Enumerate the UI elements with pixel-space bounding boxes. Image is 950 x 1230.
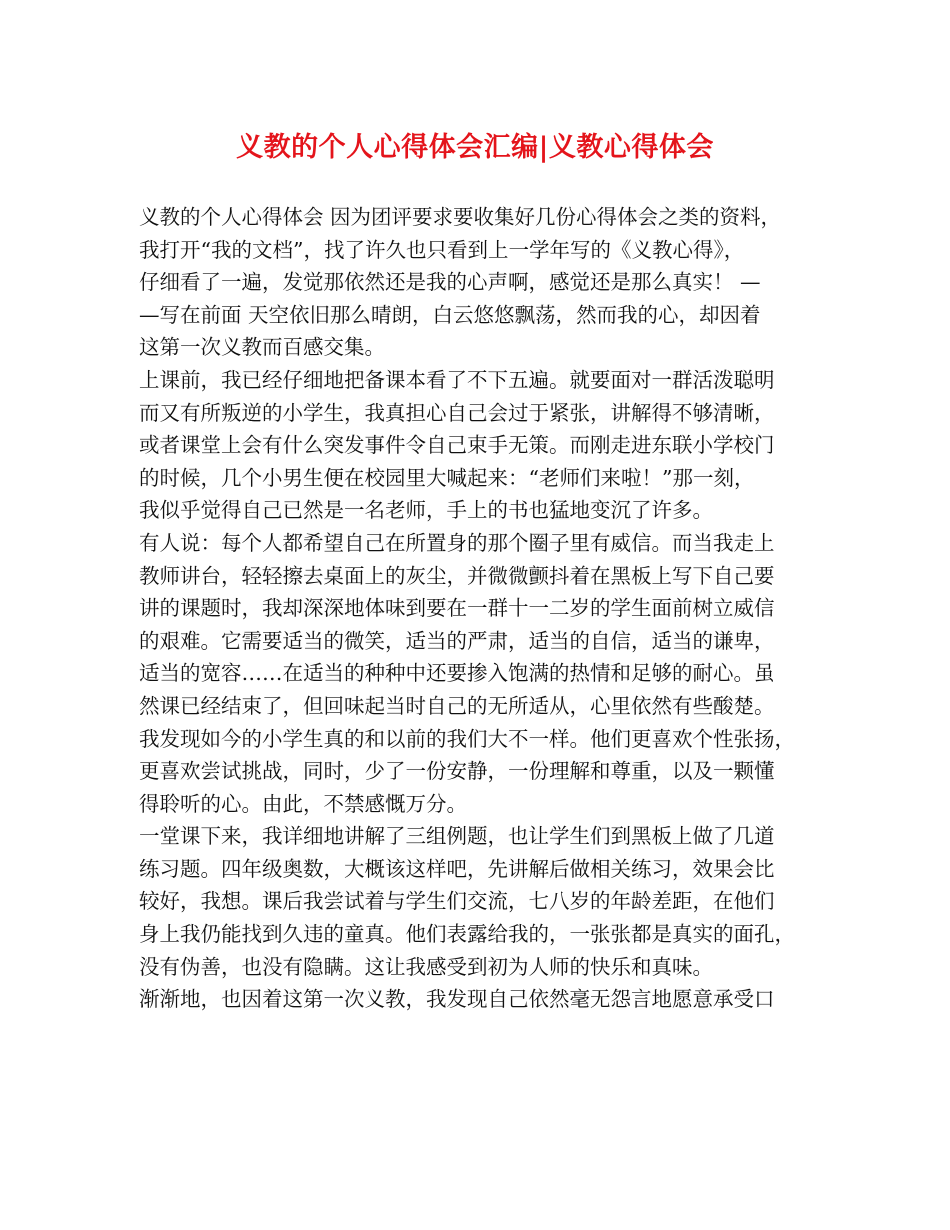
paragraph-line: 我似乎觉得自己已然是一名老师，手上的书也猛地变沉了许多。 (139, 498, 713, 523)
paragraph-line: 没有伪善，也没有隐瞒。这让我感受到初为人师的快乐和真味。 (139, 954, 713, 979)
paragraph-line: 上课前，我已经仔细地把备课本看了不下五遍。就要面对一群活泼聪明 (139, 367, 775, 392)
paragraph-line: 我打开“我的文档”，找了许久也只看到上一学年写的《义教心得》， (139, 237, 745, 262)
paragraph-line: 仔细看了一遍，发觉那依然还是我的心声啊，感觉还是那么真实！ — (139, 270, 761, 295)
paragraph-line: 教师讲台，轻轻擦去桌面上的灰尘，并微微颤抖着在黑板上写下自己要 (139, 563, 775, 588)
paragraph-line: 较好，我想。课后我尝试着与学生们交流，七八岁的年龄差距，在他们 (139, 889, 775, 914)
document-body (139, 201, 839, 1016)
paragraph-line: 这第一次义教而百感交集。 (139, 335, 385, 360)
paragraph-line: 讲的课题时，我却深深地体味到要在一群十一二岁的学生面前树立威信 (139, 596, 775, 621)
document-title: 义教的个人心得体会汇编|义教心得体会 (236, 132, 714, 163)
paragraph-line: 义教的个人心得体会 因为团评要求要收集好几份心得体会之类的资料， (139, 205, 782, 229)
paragraph-line: 而又有所叛逆的小学生，我真担心自己会过于紧张，讲解得不够清晰， (139, 400, 775, 425)
paragraph-line: 的时候，几个小男生便在校园里大喊起来：“老师们来啦！”那一刻， (139, 465, 755, 490)
paragraph-line: 的艰难。它需要适当的微笑，适当的严肃，适当的自信，适当的谦卑， (139, 628, 775, 653)
paragraph-line: 得聆听的心。由此，不禁感慨万分。 (139, 791, 467, 816)
paragraph-line: 身上我仍能找到久违的童真。他们表露给我的，一张张都是真实的面孔， (139, 922, 795, 947)
paragraph-line: —写在前面 天空依旧那么晴朗，白云悠悠飘荡，然而我的心，却因着 (139, 302, 761, 327)
paragraph-line: 更喜欢尝试挑战，同时，少了一份安静，一份理解和尊重，以及一颗懂 (139, 759, 775, 784)
paragraph-line: 一堂课下来，我详细地讲解了三组例题，也让学生们到黑板上做了几道 (139, 824, 775, 849)
paragraph-line: 然课已经结束了，但回味起当时自己的无所适从，心里依然有些酸楚。 (139, 693, 775, 718)
paragraph-line: 练习题。四年级奥数，大概该这样吧，先讲解后做相关练习，效果会比 (139, 856, 775, 881)
paragraph-line: 或者课堂上会有什么突发事件令自己束手无策。而刚走进东联小学校门 (139, 433, 775, 458)
paragraph-line: 渐渐地，也因着这第一次义教，我发现自己依然毫无怨言地愿意承受口 (139, 987, 775, 1012)
paragraph-line: 有人说：每个人都希望自己在所置身的那个圈子里有威信。而当我走上 (139, 530, 775, 555)
paragraph-line: 我发现如今的小学生真的和以前的我们大不一样。他们更喜欢个性张扬， (139, 726, 795, 751)
paragraph-line: 适当的宽容……在适当的种种中还要掺入饱满的热情和足够的耐心。虽 (139, 661, 775, 686)
